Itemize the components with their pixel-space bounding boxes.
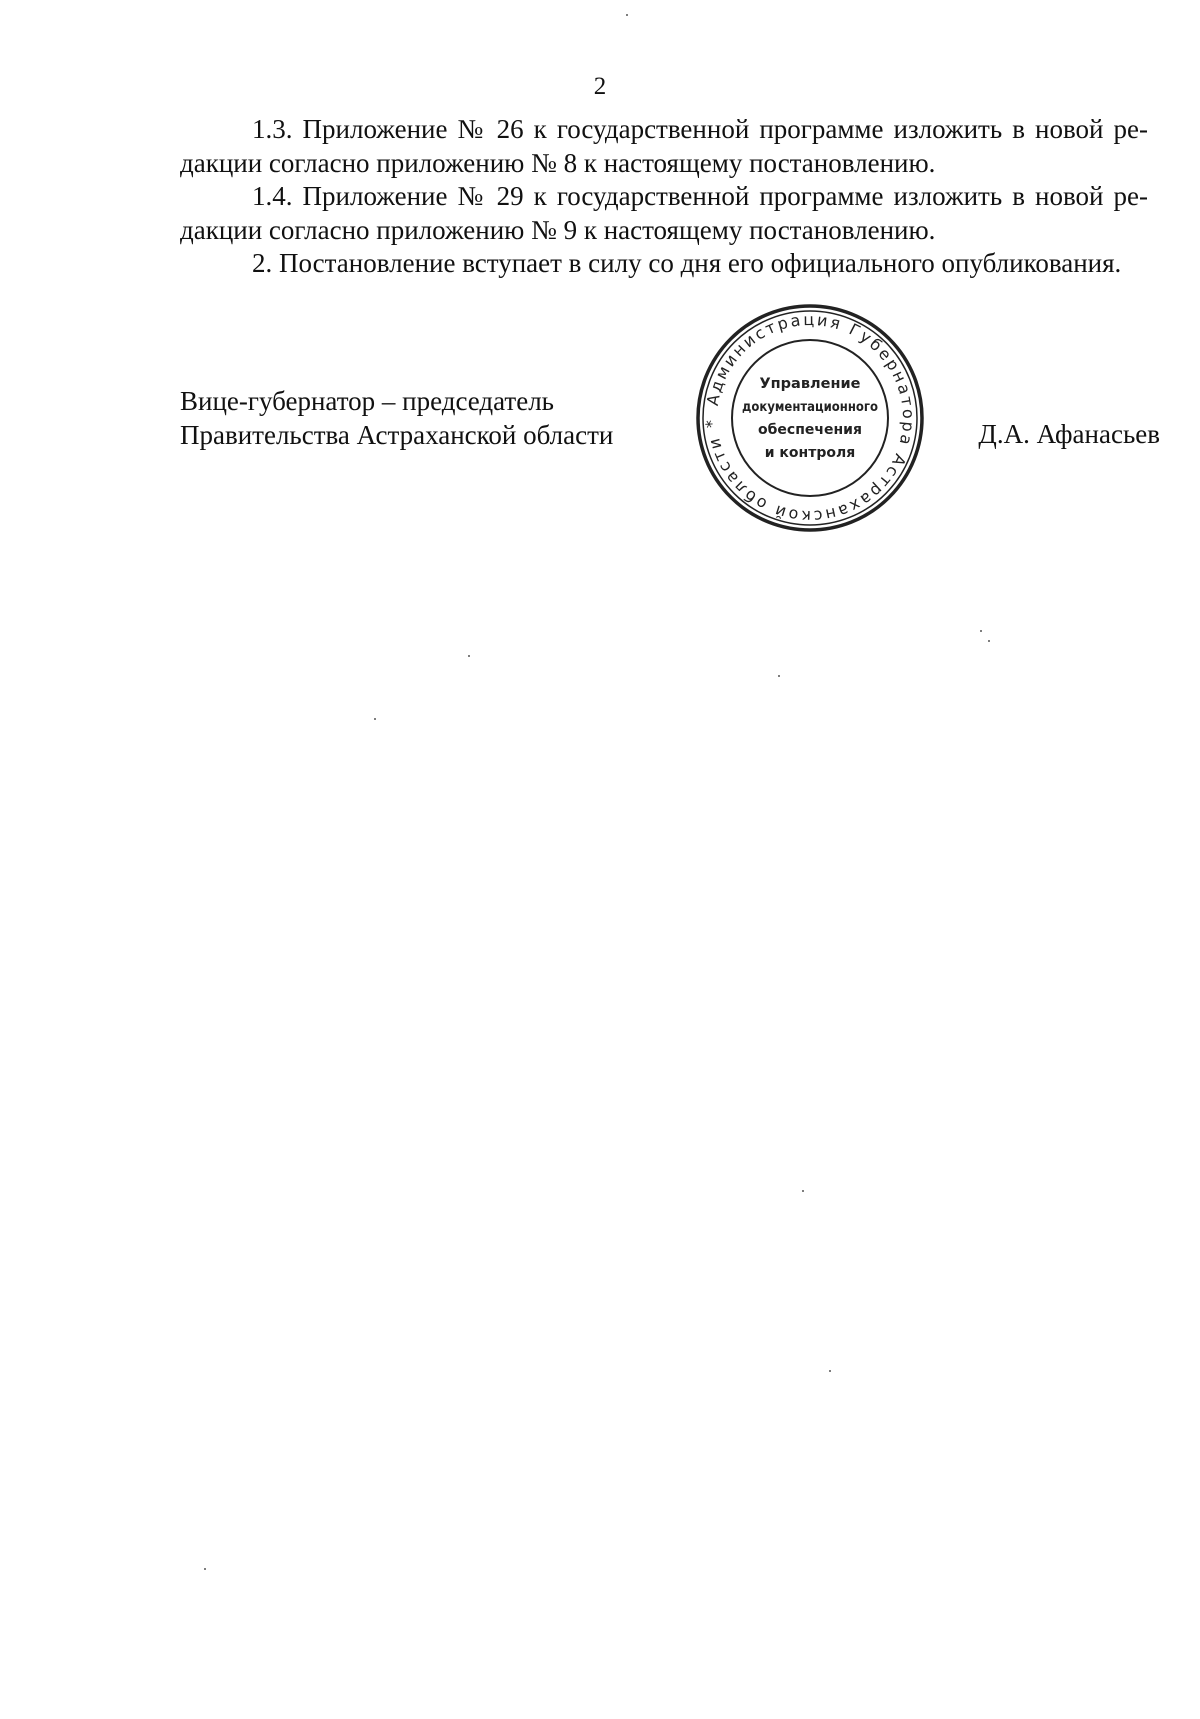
seal-inner-line: Управление — [759, 376, 861, 392]
paragraph-line: 1.4. Приложение № 29 к государственной программе изложить в новой ре- — [252, 181, 1148, 211]
seal-inner-line: и контроля — [764, 445, 856, 461]
seal-inner-ring — [732, 340, 888, 496]
document-body — [180, 113, 1148, 281]
scan-speck — [626, 14, 628, 16]
page-number: 2 — [593, 73, 607, 100]
signer-title — [180, 384, 650, 452]
paragraph-line: дакции согласно приложению № 9 к настоящему постановлению. — [180, 214, 936, 245]
scan-speck — [829, 1370, 831, 1372]
paragraph-1-3 — [180, 113, 1148, 180]
scan-speck — [988, 640, 990, 642]
official-seal — [694, 302, 926, 534]
seal-outer-text: Администрация Губернатора Астраханской области * — [701, 309, 919, 527]
signer-title-line: Вице-губернатор – председатель — [180, 386, 554, 416]
scan-speck — [204, 1568, 206, 1570]
seal-inner-line: обеспечения — [758, 422, 862, 438]
paragraph-line: дакции согласно приложению № 8 к настоящему постановлению. — [180, 147, 936, 178]
scan-speck — [468, 655, 470, 657]
seal-inner-line: документационного — [742, 400, 879, 415]
scan-speck — [802, 1190, 804, 1192]
paragraph-2 — [180, 247, 1148, 281]
paragraph-line: 1.3. Приложение № 26 к государственной программе изложить в новой ре- — [252, 114, 1148, 144]
scan-speck — [778, 675, 780, 677]
scan-speck — [980, 630, 982, 632]
paragraph-line: 2. Постановление вступает в силу со дня его официального опубликования. — [252, 248, 1122, 278]
signer-title-line: Правительства Астраханской области — [180, 420, 614, 450]
paragraph-1-4 — [180, 180, 1148, 247]
scan-speck — [374, 718, 376, 720]
seal-graphic — [694, 302, 926, 534]
signer-name: Д.А. Афанасьев — [978, 419, 1160, 449]
